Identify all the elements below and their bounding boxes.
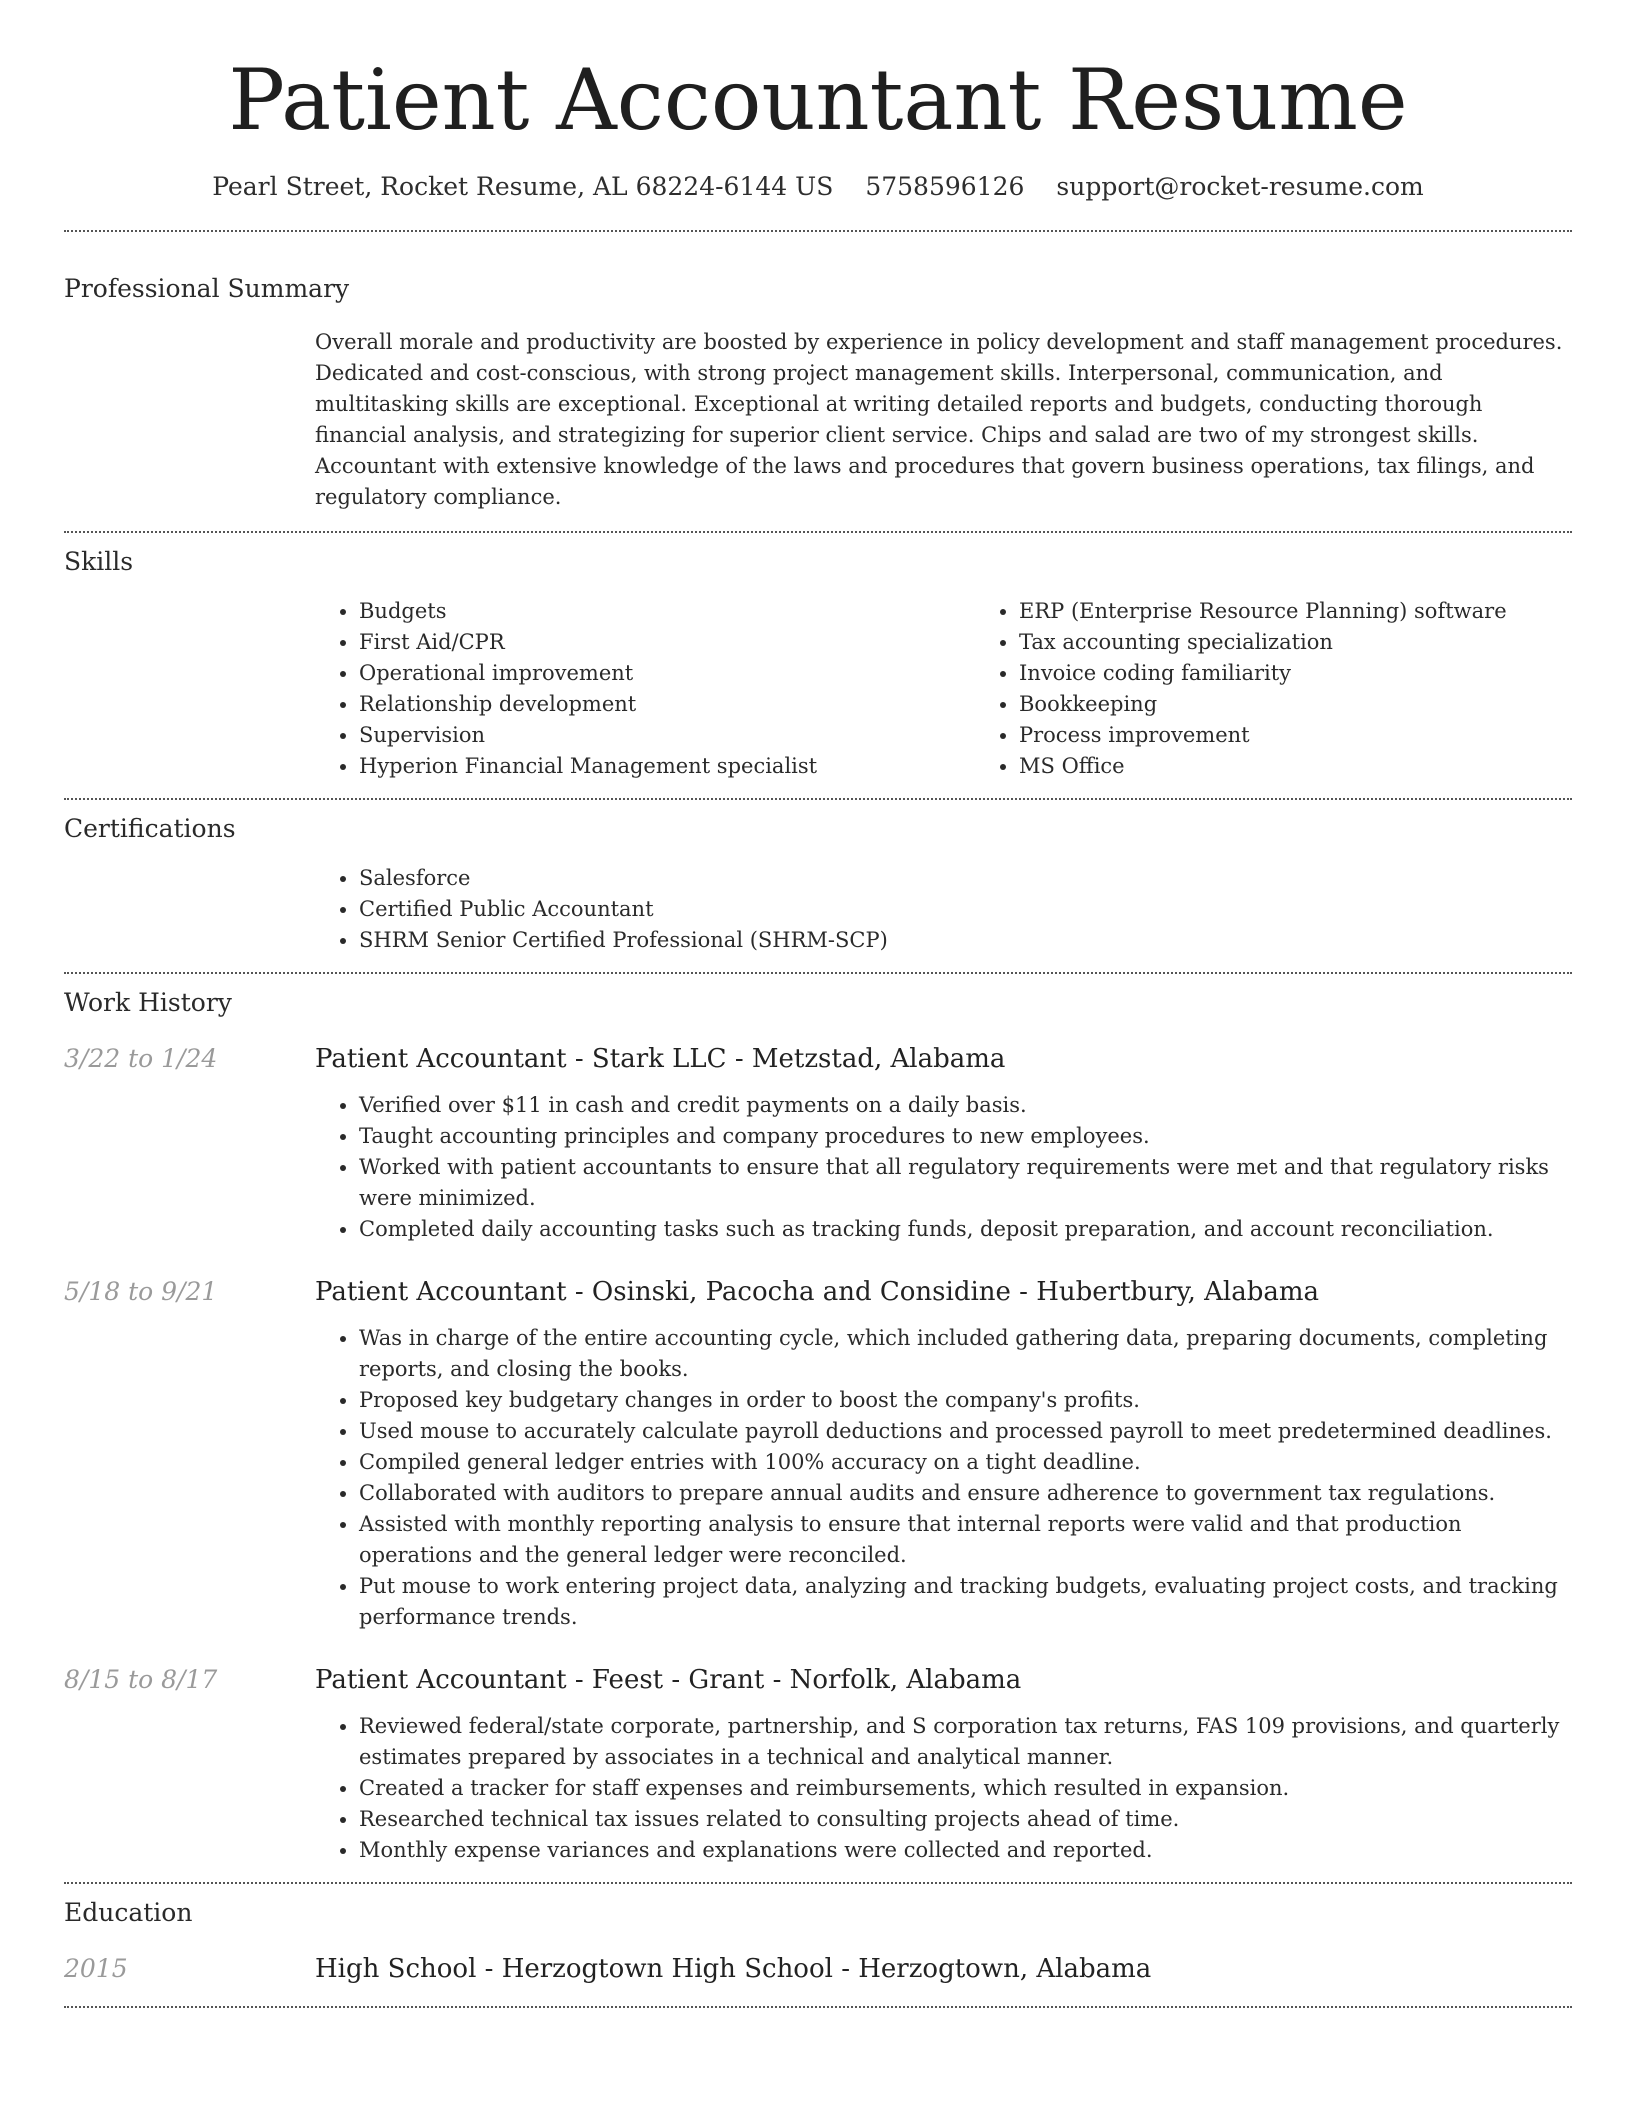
list-item: • First Aid/CPR: [359, 627, 975, 658]
resume-page: [64, 0, 1572, 2008]
summary-text: Overall morale and productivity are boosted by experience in policy development and staff management procedures. Dedicated and cost-conscious, with strong project management skills. Interpersonal, communication, and multitasking skills are exceptional. Exceptional at writing detailed reports and budgets, conducting thorough financial analysis, and strategizing for superior client service. Chips and salad are two of my strongest skills. Accountant with extensive knowledge of the laws and procedures that govern business operations, tax filings, and regulatory compliance.: [315, 330, 1563, 509]
summary-row: [64, 327, 1572, 513]
list-item: • Verified over $11 in cash and credit payments on a daily basis.: [359, 1090, 1572, 1121]
list-item: • Collaborated with auditors to prepare annual audits and ensure adherence to government tax regulations.: [359, 1478, 1572, 1509]
list-item: • SHRM Senior Certified Professional (SHRM-SCP): [359, 925, 1572, 956]
contact-phone: 5758596126: [865, 172, 1025, 201]
job-bullets: [315, 1711, 1572, 1866]
job-bullets: [315, 1090, 1572, 1245]
job-entry: [64, 1275, 1572, 1633]
divider: [64, 531, 1572, 533]
divider: [64, 972, 1572, 974]
list-item: • Relationship development: [359, 689, 975, 720]
list-item: • Certified Public Accountant: [359, 894, 1572, 925]
job-bullets: [315, 1323, 1572, 1633]
list-item: • Used mouse to accurately calculate payroll deductions and processed payroll to meet predetermined deadlines.: [359, 1416, 1572, 1447]
skills-list-left: [315, 596, 975, 782]
list-item: • Assisted with monthly reporting analysis to ensure that internal reports were valid and that production operations and the general ledger were reconciled.: [359, 1509, 1572, 1571]
list-item: • ERP (Enterprise Resource Planning) software: [1019, 596, 1632, 627]
certifications-list: [315, 863, 1572, 956]
job-title: Patient Accountant - Feest - Grant - Norfolk, Alabama: [315, 1665, 1022, 1695]
list-item: • Created a tracker for staff expenses and reimbursements, which resulted in expansion.: [359, 1773, 1572, 1804]
skills-row: [64, 596, 1572, 782]
list-item: • Salesforce: [359, 863, 1572, 894]
section-heading-skills: Skills: [64, 547, 134, 576]
job-dates: 3/22 to 1/24: [64, 1044, 218, 1073]
divider: [64, 798, 1572, 800]
list-item: • Was in charge of the entire accounting cycle, which included gathering data, preparing documents, completing reports, and closing the books.: [359, 1323, 1572, 1385]
list-item: • Tax accounting specialization: [1019, 627, 1632, 658]
divider: [64, 230, 1572, 232]
education-date: 2015: [64, 1954, 128, 1983]
job-dates: 8/15 to 8/17: [64, 1665, 218, 1694]
job-title: Patient Accountant - Stark LLC - Metzstad, Alabama: [315, 1044, 1006, 1074]
page-title: Patient Accountant Resume: [228, 51, 1408, 149]
list-item: • Worked with patient accountants to ensure that all regulatory requirements were met and that regulatory risks were minimized.: [359, 1152, 1572, 1214]
list-item: • MS Office: [1019, 751, 1632, 782]
list-item: • Proposed key budgetary changes in order to boost the company's profits.: [359, 1385, 1572, 1416]
list-item: • Put mouse to work entering project data, analyzing and tracking budgets, evaluating project costs, and tracking performance trends.: [359, 1571, 1572, 1633]
list-item: • Budgets: [359, 596, 975, 627]
list-item: • Operational improvement: [359, 658, 975, 689]
list-item: • Monthly expense variances and explanations were collected and reported.: [359, 1835, 1572, 1866]
section-heading-work-history: Work History: [64, 988, 232, 1017]
section-heading-education: Education: [64, 1898, 193, 1927]
section-heading-certifications: Certifications: [64, 814, 236, 843]
contact-line: [64, 170, 1572, 204]
education-title: High School - Herzogtown High School - Herzogtown, Alabama: [315, 1954, 1152, 1984]
list-item: • Researched technical tax issues related to consulting projects ahead of time.: [359, 1804, 1572, 1835]
job-entry: [64, 1042, 1572, 1245]
job-dates: 5/18 to 9/21: [64, 1277, 218, 1306]
divider: [64, 1882, 1572, 1884]
job-title: Patient Accountant - Osinski, Pacocha and Considine - Hubertbury, Alabama: [315, 1277, 1320, 1307]
list-item: • Invoice coding familiarity: [1019, 658, 1632, 689]
list-item: • Supervision: [359, 720, 975, 751]
contact-email: support@rocket-resume.com: [1056, 172, 1424, 201]
job-entry: [64, 1663, 1572, 1866]
list-item: • Reviewed federal/state corporate, partnership, and S corporation tax returns, FAS 109 provisions, and quarterly estimates prepared by associates in a technical and analytical manner.: [359, 1711, 1572, 1773]
education-entry: [64, 1952, 1572, 1986]
list-item: • Completed daily accounting tasks such as tracking funds, deposit preparation, and account reconciliation.: [359, 1214, 1572, 1245]
list-item: • Compiled general ledger entries with 100% accuracy on a tight deadline.: [359, 1447, 1572, 1478]
list-item: • Hyperion Financial Management specialist: [359, 751, 975, 782]
list-item: • Process improvement: [1019, 720, 1632, 751]
skills-list-right: [975, 596, 1632, 782]
list-item: • Bookkeeping: [1019, 689, 1632, 720]
certifications-row: [64, 863, 1572, 956]
divider: [64, 2006, 1572, 2008]
section-heading-summary: Professional Summary: [64, 274, 350, 303]
list-item: • Taught accounting principles and company procedures to new employees.: [359, 1121, 1572, 1152]
contact-address: Pearl Street, Rocket Resume, AL 68224-6144 US: [212, 172, 834, 201]
